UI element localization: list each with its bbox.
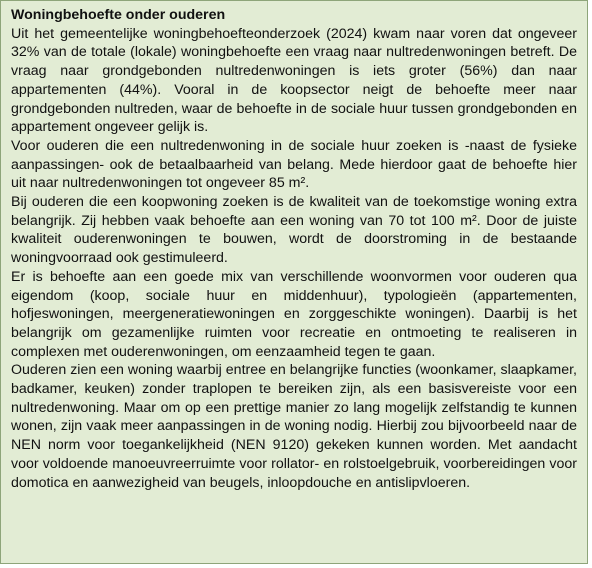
paragraph-owner-occupied: Bij ouderen die een koopwoning zoeken is de kwaliteit van de toekomstige woning extra belangrijk. Zij hebben vaak behoefte aan een woning van 70 tot 100 m². Door de juiste kwaliteit ouderenwoningen te bouwen, wordt de doorstroming in de bestaande woningvoorraad ook gestimuleerd. bbox=[11, 194, 577, 267]
paragraph-accessibility: Ouderen zien een woning waarbij entree en belangrijke functies (woonkamer, slaapkamer, badkamer, keuken) zonder traplopen te bereiken zijn, als een basisvereiste voor een nultredenwoning. Maar om op een prettige manier zo lang mogelijk zelfstandig te kunnen wonen, zijn vaak meer aanpassingen in de woning nodig. Hierbij zou bijvoorbeeld naar de NEN norm voor toegankelijkheid (NEN 9120) gekeken kunnen worden. Met aandacht voor voldoende manoeuvreerruimte voor rollator- en rolstoelgebruik, voorbereidingen voor domotica en aanwezigheid van beugels, inloopdouche en antislipvloeren. bbox=[11, 362, 577, 491]
paragraph-housing-demand: Uit het gemeentelijke woningbehoefteonderzoek (2024) kwam naar voren dat ongeveer 32% van de totale (lokale) woningbehoefte een vraag naar nultredenwoningen betreft. De vraag naar grondgebonden nultredenwoningen is iets groter (56%) dan naar appartementen (44%). Vooral in de koopsector neigt de behoefte meer naar grondgebonden nultreden, waar de behoefte in de sociale huur tussen grondgebonden en appartement ongeveer gelijk is. bbox=[11, 25, 577, 136]
paragraph-social-rent: Voor ouderen die een nultredenwoning in de sociale huur zoeken is -naast de fysieke aanpassingen- ook de betaalbaarheid van belang. Mede hierdoor gaat de behoefte hier uit naar nultredenwoningen tot ongeveer 85 m². bbox=[11, 137, 577, 192]
paragraph-housing-mix: Er is behoefte aan een goede mix van verschillende woonvormen voor ouderen qua eigendom (koop, sociale huur en middenhuur), typologieën (appartementen, hofjeswoningen, meergeneratiewoningen en zorggeschikte woningen). Daarbij is het belangrijk om gezamenlijke ruimten voor recreatie en ontmoeting te realiseren in complexen met ouderenwoningen, om eenzaamheid tegen te gaan. bbox=[11, 268, 577, 360]
box-title: Woningbehoefte onder ouderen bbox=[11, 7, 226, 23]
